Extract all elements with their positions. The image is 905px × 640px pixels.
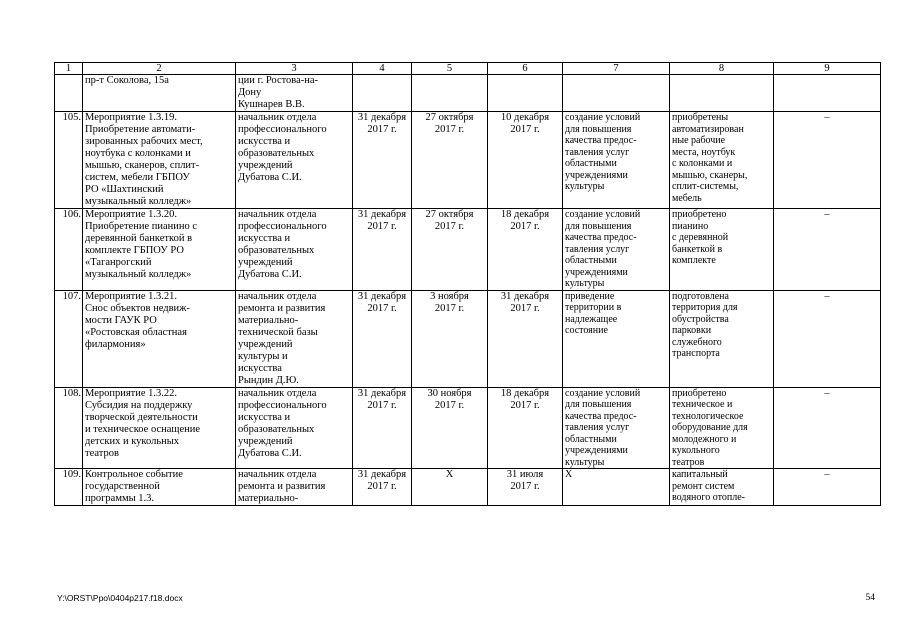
start-date-cell: 3 ноября 2017 г. xyxy=(412,290,488,387)
achieved-result-cell: подготовлена территория для обустройства парковки служебного транспорта xyxy=(670,290,774,387)
start-date-cell: 27 октября 2017 г. xyxy=(412,209,488,291)
event-cell: Мероприятие 1.3.21. Снос объектов недвиж- мости ГАУК РО «Ростовская областная филармония» xyxy=(83,290,236,387)
achieved-result-cell: приобретено пианино с деревянной банкеткой в комплекте xyxy=(670,209,774,291)
responsible-cell: начальник отдела ремонта и развития материально- технической базы учреждений культуры и искусства Рындин Д.Ю. xyxy=(236,290,353,387)
planned-date-cell: 31 декабря 2017 г. xyxy=(353,112,412,209)
issues-cell: – xyxy=(774,112,881,209)
issues-cell: – xyxy=(774,209,881,291)
issues-cell xyxy=(774,75,881,112)
row-number-cell: 105. xyxy=(55,112,83,209)
end-date-cell: 18 декабря 2017 г. xyxy=(488,387,563,469)
event-cell: Контрольное событие государственной программы 1.3. xyxy=(83,469,236,506)
header-cell: 4 xyxy=(353,63,412,75)
end-date-cell xyxy=(488,75,563,112)
header-cell: 9 xyxy=(774,63,881,75)
header-cell: 8 xyxy=(670,63,774,75)
end-date-cell: 31 декабря 2017 г. xyxy=(488,290,563,387)
event-cell: пр-т Соколова, 15а xyxy=(83,75,236,112)
achieved-result-cell: приобретено техническое и технологическое оборудование для молодежного и кукольного театров xyxy=(670,387,774,469)
achieved-result-cell: капитальный ремонт систем водяного отопле- xyxy=(670,469,774,506)
responsible-cell: начальник отдела профессионального искусства и образовательных учреждений Дубатова С.И. xyxy=(236,112,353,209)
start-date-cell: 27 октября 2017 г. xyxy=(412,112,488,209)
header-cell: 7 xyxy=(563,63,670,75)
header-cell: 2 xyxy=(83,63,236,75)
planned-date-cell: 31 декабря 2017 г. xyxy=(353,469,412,506)
row-number-cell xyxy=(55,75,83,112)
header-cell: 3 xyxy=(236,63,353,75)
issues-cell: – xyxy=(774,469,881,506)
responsible-cell: начальник отдела профессионального искусства и образовательных учреждений Дубатова С.И. xyxy=(236,387,353,469)
table-row xyxy=(55,209,881,291)
table-row xyxy=(55,290,881,387)
row-number-cell: 109. xyxy=(55,469,83,506)
start-date-cell xyxy=(412,75,488,112)
issues-cell: – xyxy=(774,290,881,387)
planned-date-cell xyxy=(353,75,412,112)
expected-result-cell: приведение территории в надлежащее состояние xyxy=(563,290,670,387)
expected-result-cell: Х xyxy=(563,469,670,506)
table-row xyxy=(55,469,881,506)
achieved-result-cell: приобретены автоматизирован ные рабочие места, ноутбук с колонками и мышью, сканеры, сплит-системы, мебель xyxy=(670,112,774,209)
achieved-result-cell xyxy=(670,75,774,112)
page-number: 54 xyxy=(865,593,875,603)
responsible-cell: ции г. Ростова-на- Дону Кушнарев В.В. xyxy=(236,75,353,112)
expected-result-cell xyxy=(563,75,670,112)
expected-result-cell: создание условий для повышения качества предос- тавления услуг областными учреждениями культуры xyxy=(563,387,670,469)
expected-result-cell: создание условий для повышения качества предос- тавления услуг областными учреждениями культуры xyxy=(563,209,670,291)
header-cell: 5 xyxy=(412,63,488,75)
end-date-cell: 18 декабря 2017 г. xyxy=(488,209,563,291)
table-row xyxy=(55,387,881,469)
planned-date-cell: 31 декабря 2017 г. xyxy=(353,290,412,387)
file-path: Y:\ORST\Ppo\0404p217.f18.docx xyxy=(57,593,183,603)
header-cell: 1 xyxy=(55,63,83,75)
row-number-cell: 108. xyxy=(55,387,83,469)
end-date-cell: 31 июля 2017 г. xyxy=(488,469,563,506)
planned-date-cell: 31 декабря 2017 г. xyxy=(353,387,412,469)
expected-result-cell: создание условий для повышения качества предос- тавления услуг областными учреждениями культуры xyxy=(563,112,670,209)
planned-date-cell: 31 декабря 2017 г. xyxy=(353,209,412,291)
table-header-row xyxy=(55,63,881,75)
event-cell: Мероприятие 1.3.22. Субсидия на поддержку творческой деятельности и техническое оснащение детских и кукольных театров xyxy=(83,387,236,469)
row-number-cell: 106. xyxy=(55,209,83,291)
event-cell: Мероприятие 1.3.19. Приобретение автомати- зированных рабочих мест, ноутбука с колонками и мышью, сканеров, сплит- систем, мебели ГБПОУ РО «Шахтинский музыкальный колледж» xyxy=(83,112,236,209)
start-date-cell: 30 ноября 2017 г. xyxy=(412,387,488,469)
end-date-cell: 10 декабря 2017 г. xyxy=(488,112,563,209)
header-cell: 6 xyxy=(488,63,563,75)
report-table xyxy=(54,62,881,506)
responsible-cell: начальник отдела ремонта и развития материально- xyxy=(236,469,353,506)
table-body xyxy=(55,63,881,506)
issues-cell: – xyxy=(774,387,881,469)
table-row xyxy=(55,75,881,112)
responsible-cell: начальник отдела профессионального искусства и образовательных учреждений Дубатова С.И. xyxy=(236,209,353,291)
row-number-cell: 107. xyxy=(55,290,83,387)
start-date-cell: Х xyxy=(412,469,488,506)
event-cell: Мероприятие 1.3.20. Приобретение пианино с деревянной банкеткой в комплекте ГБПОУ РО «Таганрогский музыкальный колледж» xyxy=(83,209,236,291)
table-row xyxy=(55,112,881,209)
